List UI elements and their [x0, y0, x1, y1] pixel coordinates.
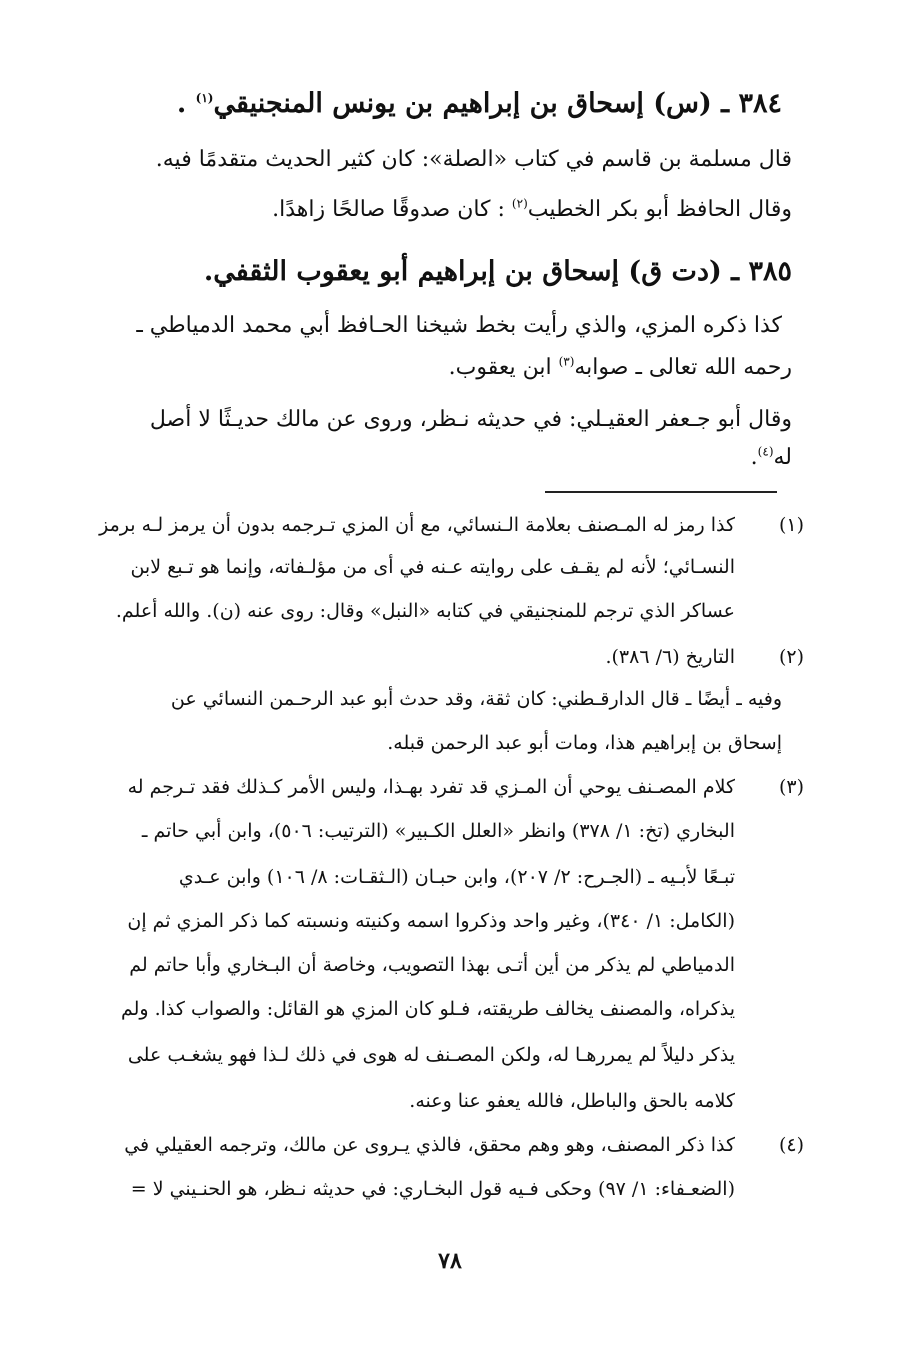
- entry-385-text-line-1: كذا ذكره المزي، والذي رأيت بخط شيخنا الحـافظ أبي محمد الدمياطي ـ: [136, 313, 782, 338]
- entry-385-text-line-2-b: ابن يعقوب.: [448, 355, 559, 380]
- entry-384-text-line-2: [70, 192, 792, 228]
- footnote-1-number: (١): [778, 514, 804, 536]
- footnote-3-line-5: الدمياطي لم يذكر من أين أتـى بهذا التصويب، وخاصة أن البـخاري وأبا حاتم لم: [129, 954, 735, 976]
- entry-384-title-text: ٣٨٤ ـ (س) إسحاق بن إبراهيم بن يونس المنجنيقي: [213, 88, 782, 119]
- footnote-ref-4: (٤): [757, 444, 774, 459]
- footnote-1-line-1: كذا رمز له المـصنف بعلامة الـنسائي، مع أن المزي تـرجمه بدون أن يرمز لـه برمز: [99, 514, 735, 536]
- entry-384-title-end: .: [176, 88, 196, 119]
- footnote-3-line-7: يذكر دليلاً لم يمررهـا له، ولكن المصـنف له هوى في ذلك لـذا فهو يشغـب على: [127, 1044, 735, 1066]
- entry-384-title: [70, 84, 782, 124]
- footnote-3-line-8: كلامه بالحق والباطل، فالله يعفو عنا وعنه.: [409, 1090, 735, 1112]
- footnote-1-line-3: عساكر الذي ترجم للمنجنيقي في كتابه «النبل» وقال: روى عنه (ن). والله أعلم.: [115, 600, 735, 622]
- footnote-3-line-6: يذكراه، والمصنف يخالف طريقته، فـلو كان المزي هو القائل: والصواب كذا. ولم: [120, 998, 735, 1020]
- footnote-separator: [545, 491, 777, 493]
- footnote-2-number: (٢): [778, 646, 804, 668]
- footnote-2-line-3: إسحاق بن إبراهيم هذا، ومات أبو عبد الرحمن قبله.: [387, 732, 782, 754]
- page-number: ٧٨: [438, 1248, 462, 1274]
- footnote-3-line-4: (الكامل: ١/ ٣٤٠)، وغير واحد وذكروا اسمه وكنيته ونسبته كما ذكر المزي ثم إن: [127, 910, 735, 932]
- entry-385-title: ٣٨٥ ـ (دت ق) إسحاق بن إبراهيم أبو يعقوب الثقفي.: [203, 256, 792, 287]
- entry-384-text-line-2-b: : كان صدوقًا صالحًا زاهدًا.: [272, 197, 512, 222]
- entry-385-text-line-2: [70, 350, 792, 386]
- entry-385-text-line-3: وقال أبو جـعفر العقيـلي: في حديثه نـظر، وروى عن مالك حديـثًا لا أصل: [149, 407, 792, 432]
- footnote-1-line-2: النسـائي؛ لأنه لم يقـف على روايته عـنه في أى من مؤلـفاته، وإنما هو تـبع لابن: [130, 556, 735, 578]
- entry-384-text-line-1: قال مسلمة بن قاسم في كتاب «الصلة»: كان كثير الحديث متقدمًا فيه.: [155, 147, 792, 172]
- footnote-3-number: (٣): [778, 776, 804, 798]
- entry-385-text-line-2-a: رحمه الله تعالى ـ صوابه: [574, 355, 792, 380]
- footnote-3-line-2: البخاري (تخ: ١/ ٣٧٨) وانظر «العلل الكـبير» (الترتيب: ٥٠٦)، وابن أبي حاتم ـ: [141, 820, 735, 842]
- footnote-3-line-1: كلام المصـنف يوحي أن المـزي قد تفرد بهـذا، وليس الأمر كـذلك فقد تـرجم له: [127, 776, 735, 798]
- footnote-2-line-1: التاريخ (٦/ ٣٨٦).: [605, 646, 735, 668]
- entry-385-text-line-4-b: .: [750, 445, 758, 470]
- footnote-3-line-3: تبـعًا لأبـيه ـ (الجـرح: ٢/ ٢٠٧)، وابن حبـان (الـثقـات: ٨/ ١٠٦) وابن عـدي: [178, 866, 735, 888]
- footnote-4-line-2: (الضعـفاء: ١/ ٩٧) وحكى فـيه قول البخـاري: في حديثه نـظر، هو الحنـيني لا =: [130, 1178, 735, 1200]
- footnote-2-line-2: وفيه ـ أيضًا ـ قال الدارقـطني: كان ثقة، وقد حدث أبو عبد الرحـمن النسائي عن: [170, 688, 782, 710]
- footnote-ref-3: (٣): [558, 354, 575, 369]
- footnote-ref-1: (١): [195, 91, 214, 105]
- entry-385-text-line-4: [70, 440, 792, 476]
- footnote-4-line-1: كذا ذكر المصنف، وهو وهم محقق، فالذي يـروى عن مالك، وترجمه العقيلي في: [124, 1134, 735, 1156]
- entry-385-text-line-4-a: له: [773, 445, 792, 470]
- entry-384-text-line-2-a: وقال الحافظ أبو بكر الخطيب: [527, 197, 792, 222]
- footnote-ref-2: (٢): [511, 196, 528, 211]
- footnote-4-number: (٤): [778, 1134, 804, 1156]
